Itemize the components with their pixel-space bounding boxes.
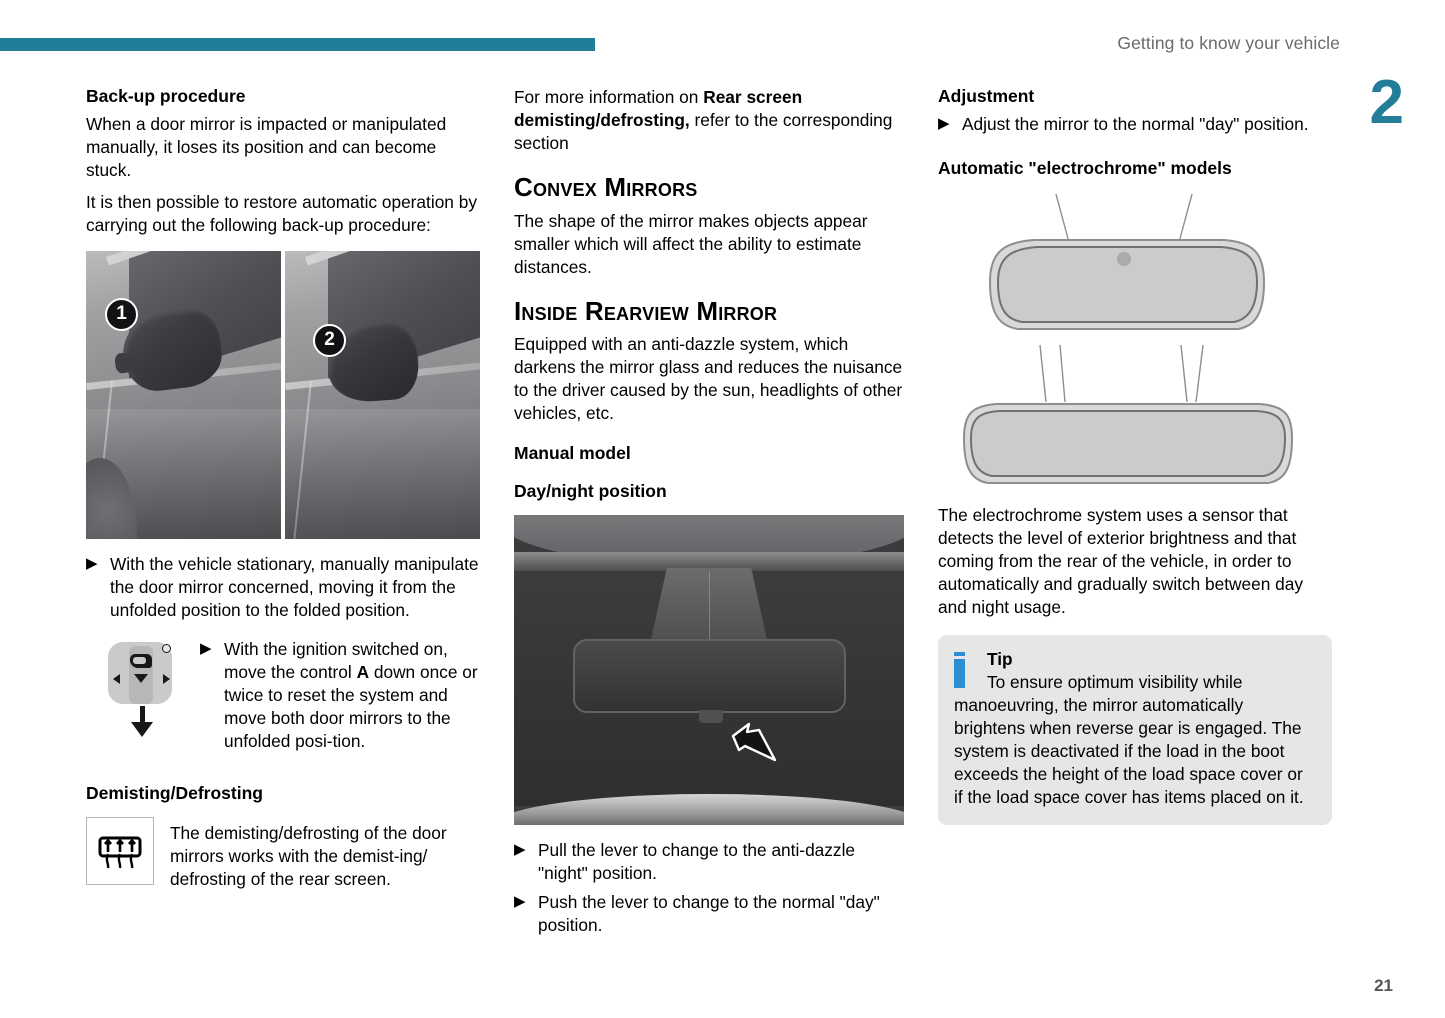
body-shading [285,409,480,539]
electrochrome-paragraph: The electrochrome system uses a sensor that detects the level of exterior brightness and that coming from the rear of the vehicle, in order to automatically and gradually switch between day and night usage. [938,504,1304,617]
left-bullet-2-prefix: With the ignition switched on, move the control [224,638,448,682]
left-column [86,86,480,891]
bullet-arrow-icon: ▶ [86,554,98,572]
tip-callout [938,635,1332,825]
door-mirror-unfolded-photo [86,251,281,539]
middle-bullet-2 [514,891,908,937]
demist-glyph [87,818,153,884]
back-up-paragraph-2: It is then possible to restore automatic operation by carrying out the following back-up procedure: [86,191,477,235]
left-bullet-1 [86,553,480,622]
switch-right-arrow-icon [163,674,170,684]
interior-rearview-mirror-figure [514,515,904,825]
tip-text [954,671,1316,809]
right-column [938,86,1332,825]
day-night-position-heading: Day/night position [514,481,667,502]
mirror-glyph-icon [130,654,152,668]
header-accent-rule [0,38,595,51]
electrochrome-mirror-figure [938,190,1318,490]
bullet-arrow-icon: ▶ [938,114,950,132]
demisting-defrosting-heading: Demisting/Defrosting [86,782,263,803]
intro-bold-ref: Rear screen demisting/defrosting, [514,87,803,130]
intro-suffix: refer to the corresponding section [514,110,893,153]
mirror-night-position [964,404,1292,483]
pointer-arrow-icon [729,720,777,762]
rear-screen-reference-paragraph [514,86,908,155]
switch-selector-dot-icon [162,644,171,653]
demisting-block [86,817,480,891]
chapter-number: 2 [1369,68,1403,137]
control-label-a: A [356,661,370,682]
switch-down-arrow-icon [134,674,148,683]
electrochrome-diagram [938,190,1318,490]
inside-rearview-mirror-text: Equipped with an anti-dazzle system, which darkens the mirror glass and reduces the nuisance to the driver caused by the sun, headlights of other vehicles, etc. [514,334,903,424]
left-bullet-2-suffix: down once or twice to reset the system and move both door mirrors to the unfolded posi-tion. [224,661,478,751]
back-up-procedure-heading: Back-up procedure [86,86,246,106]
switch-down-motion-arrow-icon [131,722,153,737]
info-icon-dot [954,652,965,656]
bullet-arrow-icon: ▶ [514,840,526,858]
left-bullet-2 [200,638,480,753]
mirror-day-position [990,240,1264,329]
figure-badge-2: 2 [313,324,346,357]
switch-left-arrow-icon [113,674,120,684]
convex-mirrors-text: The shape of the mirror makes objects appear smaller which will affect the ability to estimate distances. [514,210,868,277]
page-number: 21 [1374,976,1393,995]
adjustment-heading: Adjustment [938,86,1035,106]
antenna-line [709,571,710,639]
info-icon-stem [954,659,965,688]
figure-badge-1: 1 [105,298,138,331]
left-bullet-1-text: With the vehicle stationary, manually manipulate the door mirror concerned, moving it from the unfolded position to the folded position. [110,553,479,620]
convex-mirrors-heading: Convex Mirrors [514,172,698,202]
mirror-control-block [86,638,480,759]
manual-model-heading: Manual model [514,443,631,464]
brightness-sensor-icon [1117,252,1131,266]
adjustment-bullet-text: Adjust the mirror to the normal "day" position. [962,113,1309,134]
info-icon [954,652,965,688]
tip-title: Tip [987,648,1013,669]
middle-bullet-1-text: Pull the lever to change to the anti-dazzle "night" position. [538,839,856,883]
middle-bullet-2-text: Push the lever to change to the normal "day" position. [538,891,880,935]
bullet-arrow-icon: ▶ [514,892,526,910]
tip-text-content: To ensure optimum visibility while manoeuvring, the mirror automatically brightens when reverse gear is engaged. The system is deactivated if the load in the boot exceeds the height of the load space cover or if the load space cover has items placed on it. [954,671,1304,807]
electrochrome-models-heading: Automatic "electrochrome" models [938,157,1232,178]
right-bullet-adjustment [938,113,1332,136]
demisting-text: The demisting/defrosting of the door mirrors works with the demist-ing/ defrosting of the rear screen. [170,822,447,889]
rear-screen-demist-icon [86,817,154,885]
page-header-title: Getting to know your vehicle [1117,33,1340,53]
middle-column [514,86,908,943]
intro-prefix: For more information on [514,87,704,107]
inside-rearview-mirror-heading: Inside Rearview Mirror [514,295,778,326]
middle-bullet-1 [514,839,908,885]
left-bullet-2-text [224,638,480,753]
door-mirror-folded-photo [285,251,480,539]
bullet-arrow-icon: ▶ [200,639,212,657]
back-up-paragraph-1: When a door mirror is impacted or manipulated manually, it loses its position and can become stuck. [86,113,447,180]
rearview-mirror-body [573,639,846,713]
mirror-control-switch-icon [86,638,200,748]
day-night-lever [699,710,722,722]
door-mirror-figure [86,251,480,539]
